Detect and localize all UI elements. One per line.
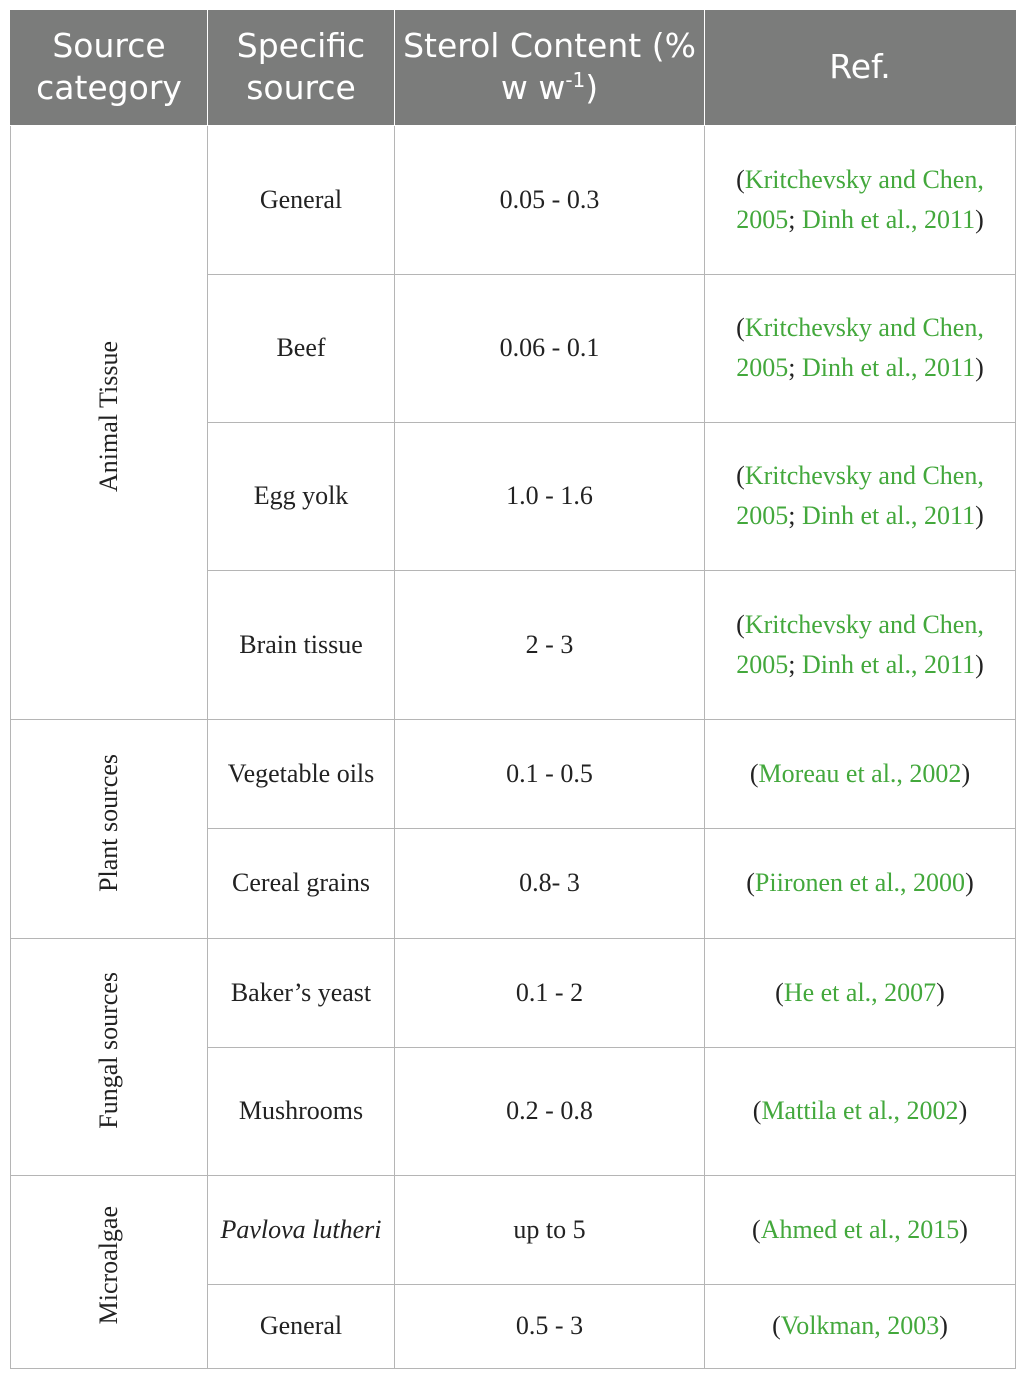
table-row — [11, 1175, 1016, 1284]
ref-cell: (Moreau et al., 2002) — [705, 719, 1016, 828]
ref-link[interactable]: He et al., 2007 — [783, 977, 937, 1007]
ref-link[interactable]: Kritchevsky and Chen, 2005 — [736, 609, 984, 679]
ref-cell: (He et al., 2007) — [705, 938, 1016, 1047]
ref-cell: (Kritchevsky and Chen, 2005; Dinh et al., 2011) — [705, 422, 1016, 570]
source-cell: Brain tissue — [208, 570, 395, 719]
content-cell: 1.0 - 1.6 — [395, 422, 705, 570]
ref-link[interactable]: Ahmed et al., 2015 — [760, 1214, 960, 1244]
content-cell: 0.1 - 2 — [395, 938, 705, 1047]
header-sterol-content — [395, 10, 705, 125]
ref-cell: (Kritchevsky and Chen, 2005; Dinh et al., 2011) — [705, 570, 1016, 719]
category-label: Animal Tissue — [94, 340, 123, 492]
table-row — [11, 719, 1016, 828]
table-row — [11, 938, 1016, 1047]
ref-link[interactable]: Kritchevsky and Chen, 2005 — [736, 164, 984, 234]
source-cell: Vegetable oils — [208, 719, 395, 828]
table-row — [11, 125, 1016, 274]
content-cell: 0.5 - 3 — [395, 1284, 705, 1368]
ref-cell: (Volkman, 2003) — [705, 1284, 1016, 1368]
ref-link[interactable]: Kritchevsky and Chen, 2005 — [736, 461, 984, 530]
source-cell: Pavlova lutheri — [208, 1175, 395, 1284]
header-ref: Ref. — [705, 10, 1016, 125]
content-cell: 0.05 - 0.3 — [395, 125, 705, 274]
ref-link[interactable]: Moreau et al., 2002 — [758, 758, 962, 788]
header-source-category: Source category — [11, 10, 208, 125]
ref-link[interactable]: Dinh et al., 2011 — [802, 353, 976, 382]
header-sterol-content-exponent: -1 — [565, 68, 586, 93]
ref-cell: (Kritchevsky and Chen, 2005; Dinh et al., 2011) — [705, 125, 1016, 274]
source-cell: General — [208, 1284, 395, 1368]
content-cell: 0.2 - 0.8 — [395, 1047, 705, 1175]
source-cell: Beef — [208, 274, 395, 422]
ref-cell: (Mattila et al., 2002) — [705, 1047, 1016, 1175]
ref-cell: (Ahmed et al., 2015) — [705, 1175, 1016, 1284]
ref-link[interactable]: Volkman, 2003 — [780, 1311, 940, 1340]
content-cell: 2 - 3 — [395, 570, 705, 719]
content-cell: 0.1 - 0.5 — [395, 719, 705, 828]
source-cell: General — [208, 125, 395, 274]
ref-link[interactable]: Dinh et al., 2011 — [802, 204, 976, 234]
header-row — [11, 10, 1016, 125]
content-cell: 0.06 - 0.1 — [395, 274, 705, 422]
header-sterol-content-close: ) — [585, 68, 599, 108]
source-cell: Cereal grains — [208, 828, 395, 938]
category-label: Fungal sources — [94, 972, 123, 1129]
ref-cell: (Kritchevsky and Chen, 2005; Dinh et al., 2011) — [705, 274, 1016, 422]
header-specific-source: Specific source — [208, 10, 395, 125]
source-cell: Mushrooms — [208, 1047, 395, 1175]
ref-cell: (Piironen et al., 2000) — [705, 828, 1016, 938]
ref-link[interactable]: Mattila et al., 2002 — [761, 1096, 959, 1125]
ref-link[interactable]: Dinh et al., 2011 — [802, 501, 976, 530]
category-cell-animal — [11, 125, 208, 719]
sterol-content-table — [10, 10, 1016, 1369]
content-cell: up to 5 — [395, 1175, 705, 1284]
content-cell: 0.8- 3 — [395, 828, 705, 938]
category-cell-fungal — [11, 938, 208, 1175]
source-cell: Egg yolk — [208, 422, 395, 570]
category-label: Plant sources — [94, 753, 123, 892]
ref-link[interactable]: Dinh et al., 2011 — [802, 649, 976, 679]
ref-link[interactable]: Piironen et al., 2000 — [754, 868, 966, 897]
source-cell: Baker’s yeast — [208, 938, 395, 1047]
ref-link[interactable]: Kritchevsky and Chen, 2005 — [736, 313, 984, 382]
category-label: Microalgae — [94, 1206, 123, 1325]
category-cell-microalgae — [11, 1175, 208, 1368]
header-sterol-content-text: Sterol Content (% w w — [403, 26, 696, 108]
category-cell-plant — [11, 719, 208, 938]
